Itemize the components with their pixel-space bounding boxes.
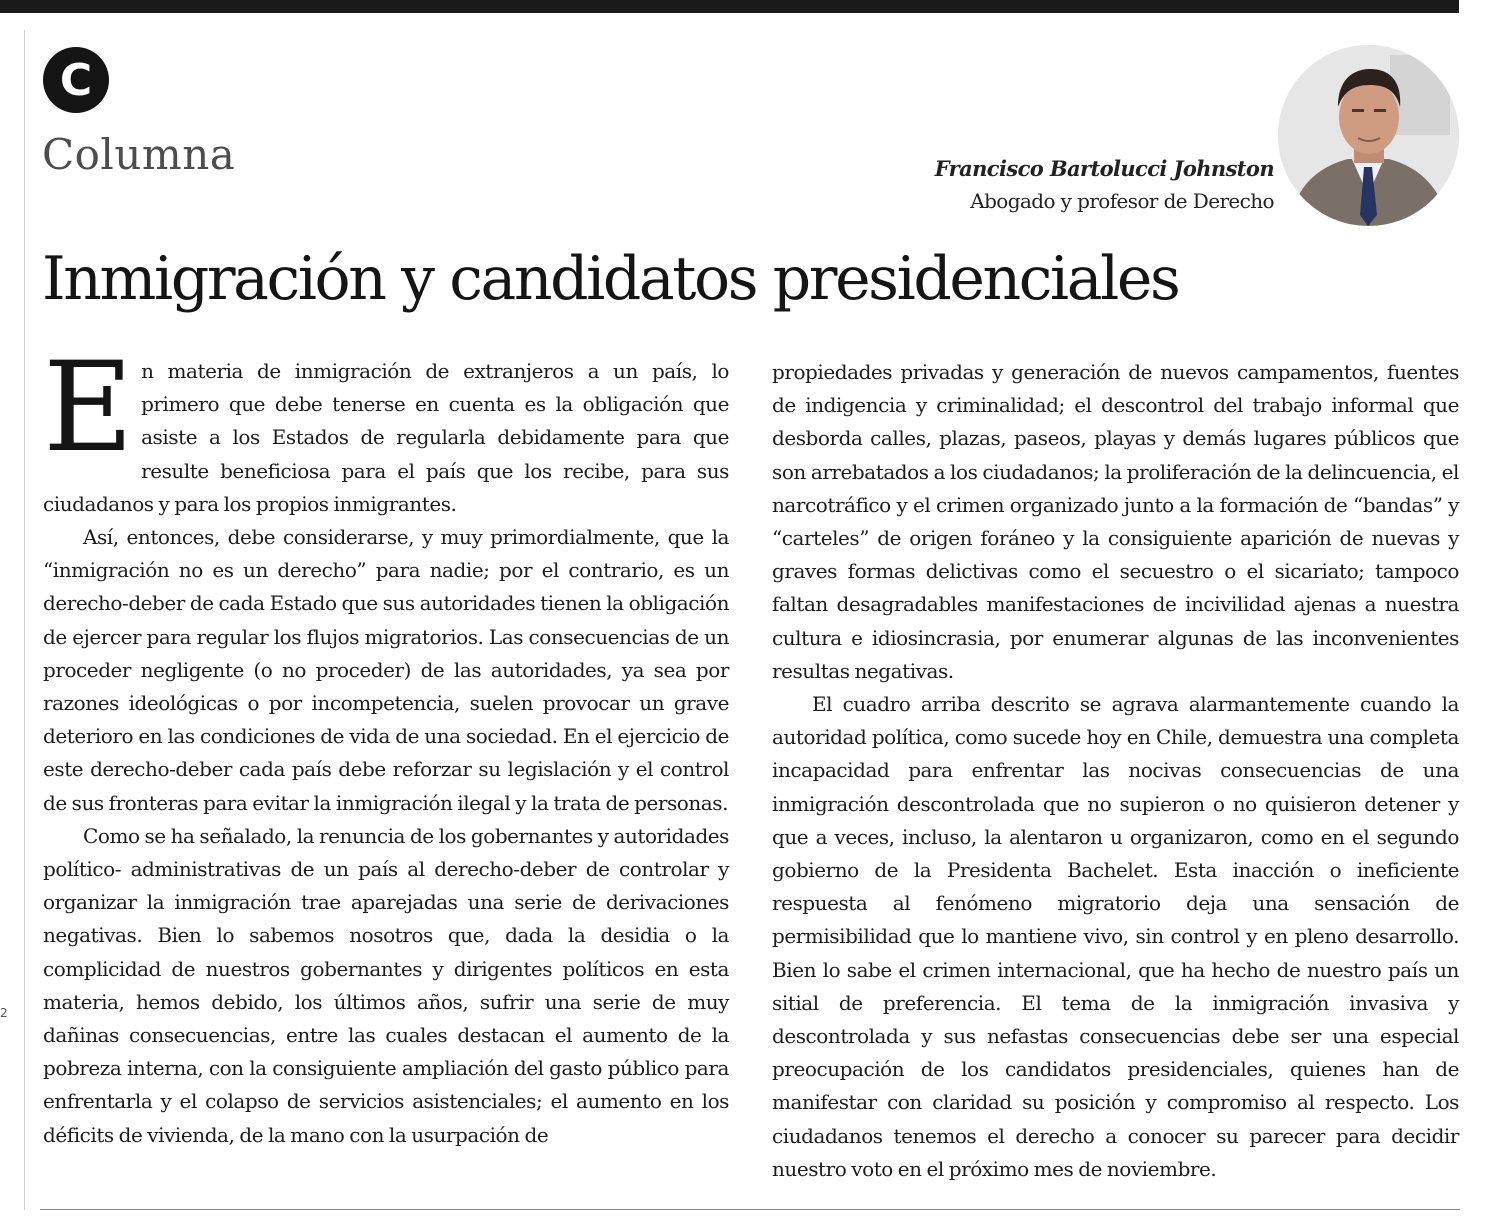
left-margin-rule xyxy=(24,30,25,1210)
section-badge: C xyxy=(43,47,109,113)
paragraph: El cuadro arriba descrito se agrava alarmantemente cuando la autoridad política, como sucede hoy en Chile, demuestra una completa incapacidad para enfrentar las nocivas consecuencias de una inmigración descontrolada que no supieron o no quisieron detener y que a veces, incluso, la alentaron u organizaron, como en el segundo gobierno de la Presidenta Bachelet. Esta inacción o ineficiente respuesta al fenómeno migratorio deja una sensación de permisibilidad que lo mantiene vivo, sin control y en pleno desarrollo. Bien lo sabe el crimen internacional, que ha hecho de nuestro país un sitial de preferencia. El tema de la inmigración invasiva y descontrolada y sus nefastas consecuencias debe ser una especial preocupación de los candidatos presidenciales, quienes han de manifestar con claridad su posición y compromiso al respecto. Los ciudadanos tenemos el derecho a conocer su parecer para decidir nuestro voto en el próximo mes de noviembre. xyxy=(772,692,1459,1181)
author-name: Francisco Bartolucci Johnston xyxy=(934,156,1274,181)
article-column-1 xyxy=(43,336,729,1152)
top-rule xyxy=(0,0,1459,13)
section-label: Columna xyxy=(42,130,236,179)
paragraph: Así, entonces, debe considerarse, y muy primordialmente, que la “inmigración no es un derecho” para nadie; por el contrario, es un derecho-deber de cada Estado que sus autoridades tienen la obligación de ejercer para regular los flujos migratorios. Las consecuencias de un proceder negligente (o no proceder) de las autoridades, ya sea por razones ideológicas o por incompetencia, suelen provocar un grave deterioro en las condiciones de vida de una sociedad. En el ejercicio de este derecho-deber cada país debe reforzar su legislación y el control de sus fronteras para evitar la inmigración ilegal y la trata de personas. xyxy=(43,525,729,815)
author-role: Abogado y profesor de Derecho xyxy=(970,189,1274,213)
bottom-rule xyxy=(40,1209,1460,1210)
margin-mark: 2 xyxy=(0,1006,8,1020)
drop-cap: E xyxy=(43,336,134,480)
article-column-2 xyxy=(772,356,1459,1186)
paragraph xyxy=(43,336,729,521)
author-portrait-image xyxy=(1278,45,1459,226)
paragraph: propiedades privadas y generación de nuevos campamentos, fuentes de indigencia y criminalidad; el descontrol del trabajo informal que desborda calles, plazas, paseos, playas y demás lugares públicos que son arrebatados a los ciudadanos; la proliferación de la delincuencia, el narcotráfico y el crimen organizado junto a la formación de “bandas” y “carteles” de origen foráneo y la consiguiente aparición de nuevas y graves formas delictivas como el secuestro o el sicariato; tampoco faltan desagradables manifestaciones de incivilidad ajenas a nuestra cultura e idiosincrasia, por enumerar algunas de las inconvenientes resultas negativas. xyxy=(772,360,1459,683)
paragraph-text: n materia de inmigración de extranjeros a un país, lo primero que debe tenerse en cuenta es la obligación que asiste a los Estados de regularla debidamente para que resulte beneficiosa para el país que los recibe, para sus ciudadanos y para los propios inmigrantes. xyxy=(43,359,729,516)
author-photo xyxy=(1278,45,1459,226)
paragraph: Como se ha señalado, la renuncia de los gobernantes y autoridades político- administrativas de un país al derecho-deber de controlar y organizar la inmigración trae aparejadas una serie de derivaciones negativas. Bien lo sabemos nosotros que, dada la desidia o la complicidad de nuestros gobernantes y dirigentes políticos en esta materia, hemos debido, los últimos años, sufrir una serie de muy dañinas consecuencias, entre las cuales destacan el aumento de la pobreza interna, con la consiguiente ampliación del gasto público para enfrentarla y el colapso de servicios asistenciales; el aumento en los déficits de vivienda, de la mano con la usurpación de xyxy=(43,823,729,1147)
byline xyxy=(935,156,1274,213)
headline: Inmigración y candidatos presidenciales xyxy=(42,244,1179,314)
